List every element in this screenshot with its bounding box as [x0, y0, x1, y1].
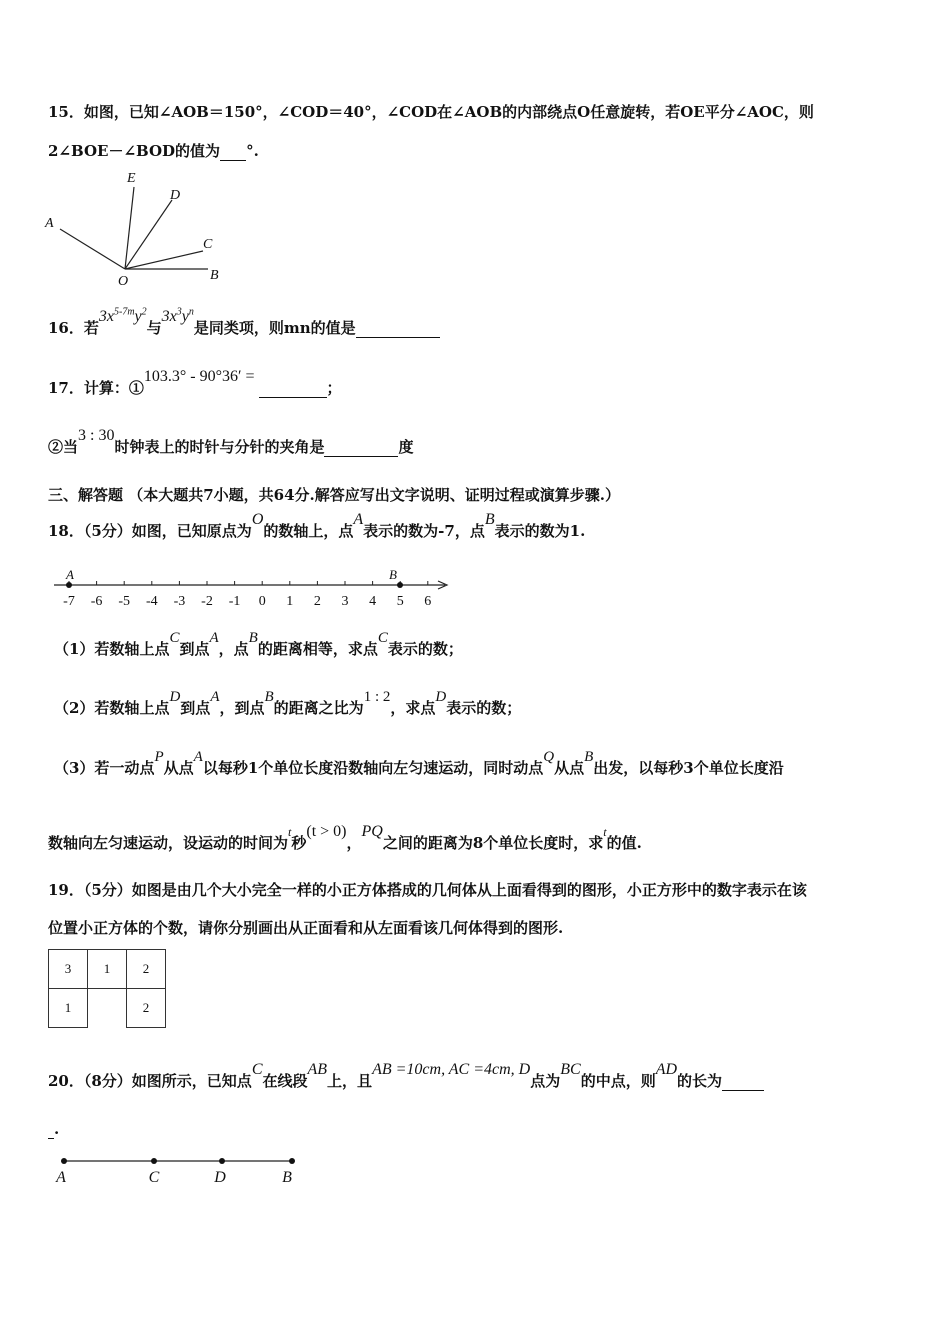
ray-OE: [125, 187, 134, 269]
q17-line2: [48, 427, 414, 457]
q15-line2-pre: 2∠BOE－∠BOD的值为: [48, 142, 221, 160]
axis-tick-label: 5: [396, 594, 404, 609]
q20-AB: AB: [307, 1061, 328, 1078]
point-D: [219, 1158, 225, 1164]
q16-post: 是同类项，则mn的值是: [193, 319, 356, 337]
q18-p1-a: （1）若数轴上点: [54, 640, 170, 658]
q17-time: 3 : 30: [78, 427, 115, 444]
label-C: C: [203, 237, 213, 252]
label-E: E: [127, 171, 136, 186]
q15-answer-blank: [220, 142, 246, 161]
q18-p3-c: 以每秒1个单位长度沿数轴向左匀速运动，同时动点: [202, 759, 544, 777]
q18-p3-e: 出发，以每秒3个单位长度沿: [593, 759, 784, 777]
q16-term1: [99, 308, 147, 325]
point-B: [397, 582, 403, 588]
axis-tick-label: -3: [173, 594, 186, 609]
grid-row-2: [49, 989, 166, 1028]
axis-tick-label: 0: [258, 594, 266, 609]
label-B: B: [210, 268, 219, 283]
q18-line: [48, 511, 586, 541]
ray-OC: [125, 251, 203, 269]
grid-cell: 2: [127, 950, 166, 989]
grid-row-1: [49, 950, 166, 989]
q17-part2-pre: ②当: [48, 438, 79, 456]
q20-line: [48, 1061, 764, 1091]
q18-p1-d: 的距离相等，求点: [257, 640, 378, 658]
q18-p2-A: A: [210, 689, 220, 705]
q18-p2-B: B: [264, 689, 274, 705]
q18-number-line: [40, 562, 460, 612]
point-C: [151, 1158, 157, 1164]
q18-p2-d: 的距离之比为: [273, 699, 364, 717]
q17-answer-blank-2: [324, 438, 398, 457]
q18-B: B: [484, 511, 495, 528]
q18-p2-c: ，到点: [219, 699, 265, 717]
q18-p3b-PQ: PQ: [361, 823, 383, 840]
q17-answer-blank-1: [259, 379, 327, 398]
q16-term1-base: 3x: [98, 308, 114, 325]
q18-p1-B: B: [248, 630, 258, 646]
q20-mid3: 点为: [530, 1072, 561, 1090]
q18-p3b-b: 秒: [291, 834, 307, 852]
seg-label-D: D: [214, 1169, 226, 1186]
q18-p2-a: （2）若数轴上点: [54, 699, 170, 717]
q16-line: [48, 306, 440, 338]
q18-mid1: 的数轴上，点: [263, 522, 354, 540]
q18-p1-C2: C: [377, 630, 388, 646]
q18-post: 表示的数为1.: [494, 522, 586, 540]
grid-cell-empty: [88, 989, 127, 1028]
q20-line2: [48, 1120, 59, 1139]
q16-mid: 与: [146, 319, 162, 337]
axis-label-A: A: [66, 567, 74, 582]
q18-p3b-d: 之间的距离为8个单位长度时，求: [382, 834, 604, 852]
q18-pre: 18．（5分）如图，已知原点为: [48, 522, 252, 540]
q15-line2: [48, 140, 259, 161]
q18-p2-b: 到点: [180, 699, 211, 717]
q16-answer-blank: [356, 319, 440, 338]
q18-p1-b: 到点: [179, 640, 210, 658]
label-D: D: [170, 188, 181, 203]
q18-p3b-a: 数轴向左匀速运动，设运动的时间为: [48, 834, 289, 852]
seg-label-C: C: [148, 1169, 160, 1186]
q18-p2-ratio: 1 : 2: [363, 689, 391, 705]
q20-given: AB =10cm, AC =4cm, D: [372, 1061, 531, 1078]
q18-p3b-e: 的值.: [606, 834, 642, 852]
q16-term2: [162, 308, 194, 325]
axis-tick-label: -4: [145, 594, 158, 609]
axis-tick-label: 6: [424, 594, 432, 609]
ray-OA: [60, 229, 125, 269]
q18-p2-D2: D: [435, 689, 447, 705]
q15-angle-figure: [40, 165, 240, 290]
q18-p3b-t2: t: [603, 825, 607, 839]
axis-tick-label: -5: [118, 594, 131, 609]
q15-line1: 15．如图，已知∠AOB＝150°，∠COD＝40°，∠COD在∠AOB的内部绕点O任意旋转，若OE平分∠AOC，则: [48, 103, 814, 121]
q16-term2-yexp: n: [188, 306, 194, 318]
q18-p3b-c: ，: [346, 834, 362, 852]
seg-label-B: B: [282, 1169, 292, 1186]
q18-p3b-t: t: [288, 825, 292, 839]
q18-p1-c: ，点: [218, 640, 249, 658]
q18-p1-e: 表示的数；: [387, 640, 463, 658]
q18-p3-Q: Q: [543, 749, 555, 765]
axis-tick-label: 2: [313, 594, 321, 609]
q18-p2-D: D: [169, 689, 181, 705]
q20-mid2: 上，且: [327, 1072, 373, 1090]
ray-OD: [125, 200, 172, 269]
q18-p1-A: A: [209, 630, 219, 646]
axis-tick-label: -2: [201, 594, 213, 609]
section-3-heading: 三、解答题 （本大题共7小题，共64分.解答应写出文字说明、证明过程或演算步骤.）: [48, 486, 620, 504]
q18-part3: [54, 749, 784, 778]
axis-tick-label: -1: [228, 594, 241, 609]
q19-line2: 位置小正方体的个数，请你分别画出从正面看和从左面看该几何体得到的图形.: [48, 919, 564, 937]
q16-term1-exp: 5-7m: [113, 306, 135, 318]
q20-line2-text: .: [54, 1120, 60, 1138]
q16-term2-base: 3x: [161, 308, 177, 325]
axis-label-B: B: [389, 567, 397, 582]
grid-cell: 1: [88, 950, 127, 989]
q18-p3-B: B: [584, 749, 594, 765]
q20-BC: BC: [560, 1061, 581, 1078]
q16-term1-yexp: 2: [141, 306, 147, 318]
point-A: [61, 1158, 67, 1164]
q18-p3-b: 从点: [163, 759, 194, 777]
q16-term1-y: y: [134, 308, 142, 325]
q17-expr: 103.3° - 90°36′ =: [143, 368, 255, 385]
q20-C: C: [251, 1061, 263, 1078]
seg-label-A: A: [56, 1169, 66, 1186]
q15-line2-post: °.: [246, 142, 259, 160]
point-A: [66, 582, 72, 588]
q17-pre: 17．计算：①: [48, 379, 144, 397]
q18-part3-cont: [48, 823, 642, 853]
q19-line1: 19．（5分）如图是由几个大小完全一样的小正方体搭成的几何体从上面看得到的图形，小正方形中的数字表示在该: [48, 881, 807, 899]
point-B: [289, 1158, 295, 1164]
q18-O: O: [251, 511, 264, 528]
label-O: O: [118, 274, 129, 289]
q20-mid1: 在线段: [262, 1072, 308, 1090]
axis-tick-label: -6: [90, 594, 103, 609]
q18-p3-A: A: [193, 749, 203, 765]
q20-mid4: 的中点，则: [580, 1072, 656, 1090]
q16-term2-y: y: [181, 308, 189, 325]
q20-pre: 20．（8分）如图所示，已知点: [48, 1072, 252, 1090]
axis-tick-label: 4: [369, 594, 377, 609]
q16-pre: 16．若: [48, 319, 99, 337]
q18-p3b-cond: (t > 0): [306, 823, 347, 840]
grid-cell: 3: [49, 950, 88, 989]
q20-AD: AD: [655, 1061, 678, 1078]
q18-p3-d: 从点: [554, 759, 585, 777]
q19-top-view-grid: [48, 949, 166, 1028]
q18-p1-C: C: [169, 630, 180, 646]
axis-tick-label: 1: [286, 594, 294, 609]
q17-part2-mid: 时钟表上的时针与分针的夹角是: [114, 438, 325, 456]
axis-tick-label: -7: [63, 594, 75, 609]
q18-part1: [54, 630, 463, 659]
grid-cell: 1: [49, 989, 88, 1028]
q17-post: ；: [326, 379, 342, 397]
label-A: A: [45, 216, 54, 231]
q18-mid2: 表示的数为-7，点: [363, 522, 485, 540]
q18-part2: [54, 689, 522, 718]
q18-p3-P: P: [154, 749, 164, 765]
q18-p2-e: ，求点: [390, 699, 436, 717]
q16-term2-exp: 3: [176, 306, 182, 318]
grid-cell: 2: [127, 989, 166, 1028]
q17-line1: [48, 368, 342, 398]
q17-part2-post: 度: [398, 438, 414, 456]
q18-p2-f: 表示的数；: [446, 699, 522, 717]
q20-segment-figure: [50, 1150, 310, 1190]
axis-tick-label: 3: [341, 594, 349, 609]
q20-post: 的长为: [677, 1072, 723, 1090]
q18-A: A: [353, 511, 364, 528]
q18-p3-a: （3）若一动点: [54, 759, 155, 777]
q20-answer-blank: [722, 1072, 764, 1091]
